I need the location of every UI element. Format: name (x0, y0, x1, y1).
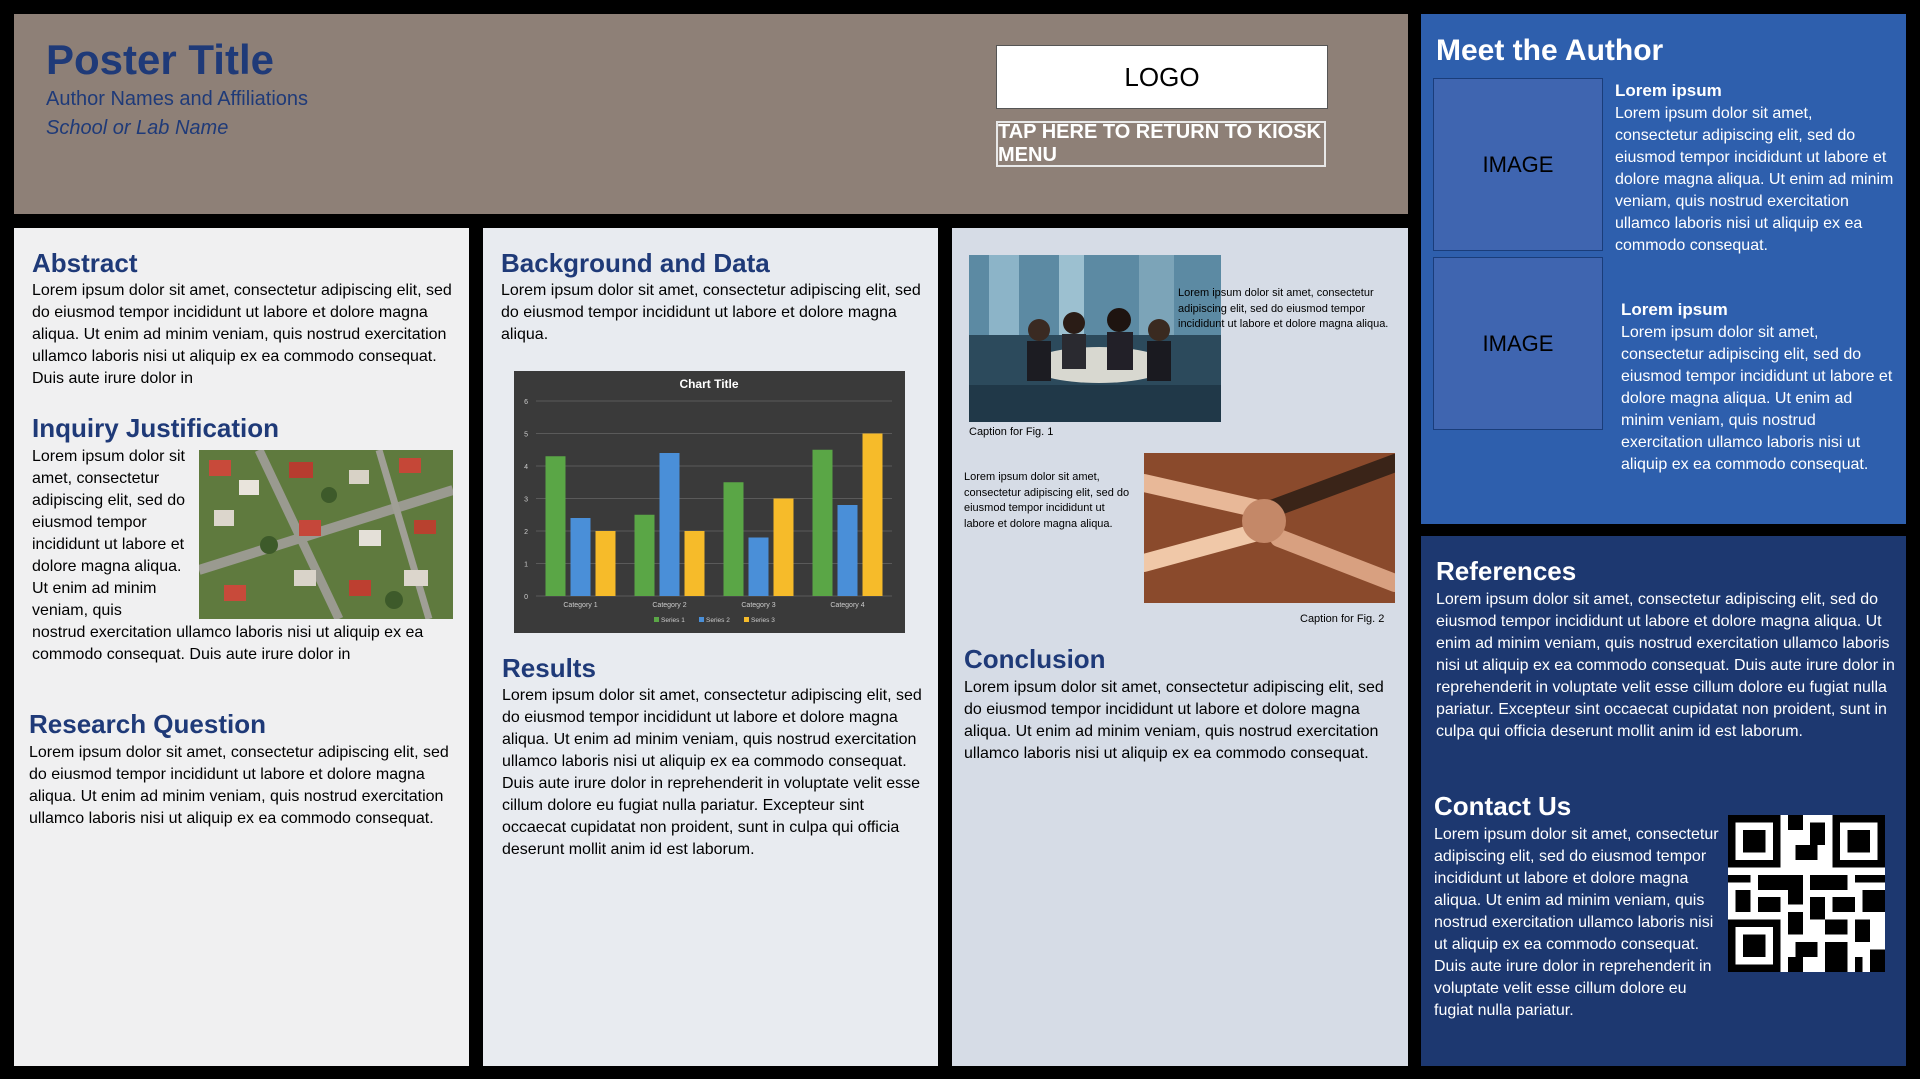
bar-series-1 (724, 482, 744, 596)
background-heading: Background and Data (501, 248, 770, 278)
hands-photo (1144, 453, 1395, 603)
column-right (952, 228, 1408, 1066)
y-tick-label: 4 (524, 464, 528, 471)
chart-title: Chart Title (679, 377, 739, 391)
results-heading: Results (502, 653, 596, 683)
y-tick-label: 5 (524, 431, 528, 439)
abstract-text: Lorem ipsum dolor sit amet, consectetur adipiscing elit, sed do eiusmod tempor incididunt ut labore et dolore magna aliqua. Ut enim ad minim veniam, quis nostrud exercitation ullamco laboris nisi ut aliquip ex ea commodo consequat. Duis aute irure dolor in (32, 282, 452, 387)
y-tick-label: 0 (524, 594, 528, 601)
legend-swatch (654, 617, 659, 622)
qr-code[interactable] (1728, 815, 1885, 972)
legend-label: Series 2 (706, 617, 730, 624)
author-name-2: Lorem ipsum (1621, 300, 1728, 319)
meeting-photo (969, 255, 1221, 422)
fig1-caption: Caption for Fig. 1 (969, 426, 1054, 438)
column-middle (483, 228, 938, 1066)
contact-heading: Contact Us (1434, 791, 1572, 821)
results-text: Lorem ipsum dolor sit amet, consectetur adipiscing elit, sed do eiusmod tempor incididunt ut labore et dolore magna aliqua. Ut enim ad minim veniam, quis nostrud exercitation ullamco laboris nisi ut aliquip ex ea commodo consequat. Duis aute irure dolor in reprehenderit in voluptate velit esse cillum dolore eu fugiat nulla pariatur. Excepteur sint occaecat cupidatat non proident, sunt in culpa qui officia deserunt mollit anim id est laborum. (502, 687, 922, 858)
contact-text: Lorem ipsum dolor sit amet, consectetur adipiscing elit, sed do eiusmod tempor incididunt ut labore et dolore magna aliqua. Ut enim ad minim veniam, quis nostrud exercitation ullamco laboris nisi ut aliquip ex ea commodo consequat. Duis aute irure dolor in reprehenderit in voluptate velit esse cillum dolore eu fugiat nulla pariatur. (1434, 826, 1719, 1019)
bar-series-1 (813, 450, 833, 596)
background-text: Lorem ipsum dolor sit amet, consectetur adipiscing elit, sed do eiusmod tempor incididunt ut labore et dolore magna aliqua. (501, 282, 921, 343)
aerial-photo-illustration (199, 450, 453, 619)
y-tick-label: 3 (524, 496, 528, 504)
legend-swatch (699, 617, 704, 622)
x-tick-label: Category 2 (652, 602, 687, 609)
bar-series-3 (596, 531, 616, 596)
bar-series-2 (838, 505, 858, 596)
author-text-2: Lorem ipsum dolor sit amet, consectetur adipiscing elit, sed do eiusmod tempor incididunt ut labore et dolore magna aliqua. Ut enim ad minim veniam, quis nostrud exercitation ullamco laboris nisi ut aliquip ex ea commodo consequat. (1621, 324, 1893, 473)
bar-series-3 (685, 531, 705, 596)
inquiry-text-full: nostrud exercitation ullamco laboris nisi ut aliquip ex ea commodo consequat. Duis aute irure dolor in (32, 624, 424, 663)
hands-photo-illustration (1144, 453, 1395, 603)
conclusion-heading: Conclusion (964, 644, 1106, 674)
y-tick-label: 1 (524, 561, 528, 569)
bar-series-2 (749, 538, 769, 597)
inquiry-text-wrap: Lorem ipsum dolor sit amet, consectetur adipiscing elit, sed do eiusmod tempor incididunt ut labore et dolore magna aliqua. Ut enim ad minim veniam, quis (32, 448, 185, 619)
fig1-text: Lorem ipsum dolor sit amet, consectetur adipiscing elit, sed do eiusmod tempor incididunt ut labore et dolore magna aliqua. (1178, 287, 1389, 330)
references-contact-panel (1421, 536, 1906, 1066)
author-text-1: Lorem ipsum dolor sit amet, consectetur adipiscing elit, sed do eiusmod tempor incididunt ut labore et dolore magna aliqua. Ut enim ad minim veniam, quis nostrud exercitation ullamco laboris nisi ut aliquip ex ea commodo consequat. (1615, 105, 1894, 254)
bar-chart-svg (514, 371, 905, 633)
author-image-2: IMAGE (1433, 257, 1603, 430)
bar-chart (514, 371, 905, 633)
y-tick-label: 6 (524, 399, 528, 406)
author-names: Author Names and Affiliations (46, 88, 309, 110)
research-text: Lorem ipsum dolor sit amet, consectetur adipiscing elit, sed do eiusmod tempor incididunt ut labore et dolore magna aliqua. Ut enim ad minim veniam, quis nostrud exercitation ullamco laboris nisi ut aliquip ex ea commodo consequat. (29, 744, 449, 827)
return-to-kiosk-button[interactable]: TAP HERE TO RETURN TO KIOSK MENU (996, 121, 1326, 167)
logo: LOGO (996, 45, 1328, 109)
research-heading: Research Question (29, 709, 266, 739)
bar-series-2 (571, 518, 591, 596)
legend-label: Series 3 (751, 617, 775, 624)
legend-swatch (744, 617, 749, 622)
bar-series-1 (635, 515, 655, 596)
poster-title: Poster Title (46, 36, 274, 83)
x-tick-label: Category 3 (741, 602, 776, 609)
abstract-heading: Abstract (32, 248, 138, 278)
meet-the-author-panel (1421, 14, 1906, 524)
meet-author-heading: Meet the Author (1436, 34, 1664, 67)
author-name-1: Lorem ipsum (1615, 81, 1722, 100)
bar-series-3 (774, 499, 794, 597)
conclusion-text: Lorem ipsum dolor sit amet, consectetur adipiscing elit, sed do eiusmod tempor incididunt ut labore et dolore magna aliqua. Ut enim ad minim veniam, quis nostrud exercitation ullamco laboris nisi ut aliquip ex ea commodo consequat. (964, 679, 1384, 762)
bar-series-1 (546, 456, 566, 596)
inquiry-heading: Inquiry Justification (32, 413, 280, 443)
fig2-text: Lorem ipsum dolor sit amet, consectetur adipiscing elit, sed do eiusmod tempor incididunt ut labore et dolore magna aliqua. (964, 471, 1130, 530)
column-left (14, 228, 469, 1066)
bar-series-2 (660, 453, 680, 596)
legend-label: Series 1 (661, 617, 685, 624)
qr-code-icon (1728, 815, 1885, 972)
references-text: Lorem ipsum dolor sit amet, consectetur adipiscing elit, sed do eiusmod tempor incididunt ut labore et dolore magna aliqua. Ut enim ad minim veniam, quis nostrud exercitation ullamco laboris nisi ut aliquip ex ea commodo consequat. Duis aute irure dolor in reprehenderit in voluptate velit esse cillum dolore eu fugiat nulla pariatur. Excepteur sint occaecat cupidatat non proident, sunt in culpa qui officia deserunt mollit anim id est laborum. (1436, 591, 1895, 740)
references-heading: References (1436, 556, 1577, 586)
meeting-photo-illustration (969, 255, 1221, 422)
x-tick-label: Category 1 (563, 602, 598, 609)
aerial-neighborhood-photo (199, 450, 453, 619)
school-name: School or Lab Name (46, 117, 229, 139)
author-image-1: IMAGE (1433, 78, 1603, 251)
poster-header (14, 14, 1408, 214)
fig2-caption: Caption for Fig. 2 (1300, 613, 1385, 625)
bar-series-3 (863, 434, 883, 597)
y-tick-label: 2 (524, 529, 528, 536)
x-tick-label: Category 4 (830, 602, 865, 609)
